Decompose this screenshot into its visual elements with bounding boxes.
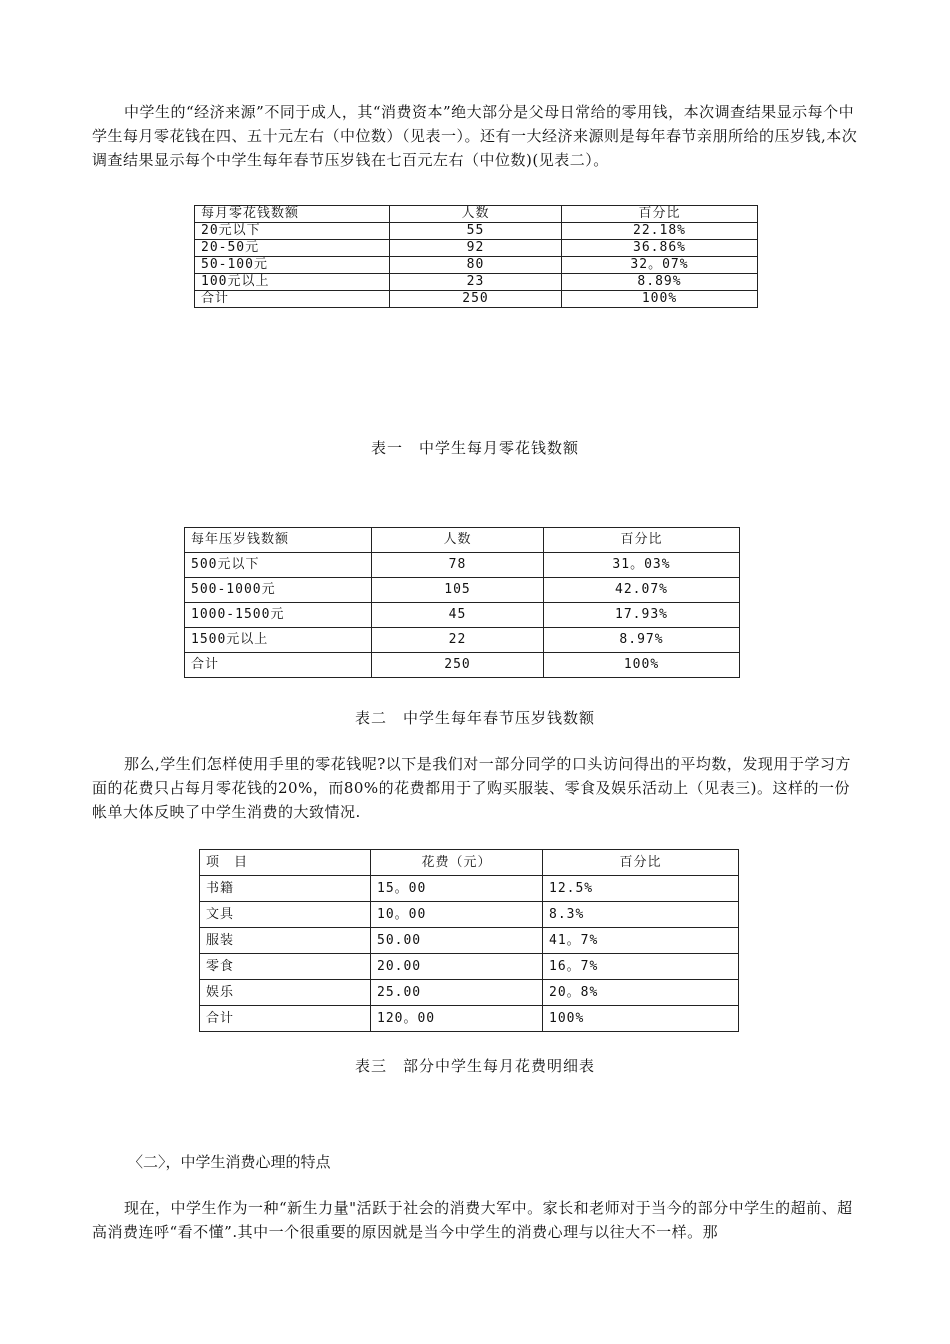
table-cell: 55 [390,223,562,240]
table-cell: 8.97% [544,628,740,653]
table-row [185,578,740,603]
table-cell: 100元以上 [195,274,390,291]
table-cell: 25.00 [371,980,543,1006]
table-cell: 80 [390,257,562,274]
table-cell: 41。7% [543,928,739,954]
table-cell: 250 [372,653,544,678]
table-cell: 120。00 [371,1006,543,1032]
table-cell: 合计 [200,1006,371,1032]
table-cell: 20元以下 [195,223,390,240]
column-header: 百分比 [543,850,739,876]
table-cell: 1000-1500元 [185,603,372,628]
table-cell: 合计 [195,291,390,308]
column-header: 人数 [372,528,544,553]
table-row [185,628,740,653]
table-row [200,928,739,954]
table-cell: 16。7% [543,954,739,980]
table-cell: 15。00 [371,876,543,902]
table-cell: 50.00 [371,928,543,954]
table-row [195,240,758,257]
table1-caption: 表一 中学生每月零花钱数额 [370,439,579,457]
table-cell: 78 [372,553,544,578]
table-cell: 100% [543,1006,739,1032]
table-row [195,274,758,291]
table-cell: 20.00 [371,954,543,980]
table-cell: 12.5% [543,876,739,902]
spending-paragraph: 那么,学生们怎样使用手里的零花钱呢?以下是我们对一部分同学的口头访问得出的平均数，发现用于学习方面的花费只占每月零花钱的20%，而80%的花费都用于了购买服装、零食及娱乐活动上（见表三)。这样的一份帐单大体反映了中学生消费的大致情况. [92,755,851,821]
table-header-row [200,850,739,876]
table-row [200,980,739,1006]
column-header: 每月零花钱数额 [195,206,390,223]
table-cell: 32。07% [562,257,758,274]
table-cell: 500-1000元 [185,578,372,603]
table-cell: 10。00 [371,902,543,928]
table-cell: 服装 [200,928,371,954]
column-header: 百分比 [544,528,740,553]
monthly-allowance-table [194,205,758,308]
table-row [200,902,739,928]
column-header: 人数 [390,206,562,223]
table-row [195,223,758,240]
table-cell: 36.86% [562,240,758,257]
column-header: 百分比 [562,206,758,223]
consumer-psychology-paragraph: 现在，中学生作为一种“新生力量"活跃于社会的消费大军中。家长和老师对于当今的部分中学生的超前、超高消费连呼“看不懂”.其中一个很重要的原因就是当今中学生的消费心理与以往大不一样。那 [92,1199,853,1241]
table-cell: 20-50元 [195,240,390,257]
table-cell: 500元以下 [185,553,372,578]
table-row [200,876,739,902]
table-header-row [185,528,740,553]
table3-caption: 表三 部分中学生每月花费明细表 [354,1057,595,1075]
monthly-spending-table [199,849,739,1032]
table-row [195,257,758,274]
table-cell: 100% [544,653,740,678]
section-heading: 〈二〉，中学生消费心理的特点 [128,1153,331,1171]
table-total-row [200,1006,739,1032]
table-cell: 8.89% [562,274,758,291]
table-cell: 31。03% [544,553,740,578]
table-cell: 23 [390,274,562,291]
table-cell: 1500元以上 [185,628,372,653]
table-cell: 92 [390,240,562,257]
table-cell: 娱乐 [200,980,371,1006]
table-cell: 250 [390,291,562,308]
column-header: 项 目 [200,850,371,876]
table-cell: 22.18% [562,223,758,240]
table-cell: 100% [562,291,758,308]
table-cell: 文具 [200,902,371,928]
table-cell: 22 [372,628,544,653]
table-cell: 17.93% [544,603,740,628]
table-row [200,954,739,980]
table-total-row [185,653,740,678]
column-header: 每年压岁钱数额 [185,528,372,553]
table-cell: 105 [372,578,544,603]
table-cell: 合计 [185,653,372,678]
table-cell: 零食 [200,954,371,980]
table-row [185,603,740,628]
table-cell: 50-100元 [195,257,390,274]
new-year-money-table [184,527,740,678]
table-cell: 8.3% [543,902,739,928]
table-row [185,553,740,578]
table-cell: 书籍 [200,876,371,902]
table-cell: 45 [372,603,544,628]
column-header: 花费（元） [371,850,543,876]
table-cell: 42.07% [544,578,740,603]
table-total-row [195,291,758,308]
table2-caption: 表二 中学生每年春节压岁钱数额 [354,709,595,727]
table-header-row [195,206,758,223]
intro-paragraph: 中学生的“经济来源”不同于成人，其“消费资本”绝大部分是父母日常给的零用钱，本次调查结果显示每个中学生每月零花钱在四、五十元左右（中位数）（见表一）。还有一大经济来源则是每年春节亲朋所给的压岁钱,本次调查结果显示每个中学生每年春节压岁钱在七百元左右（中位数)(见表二）。 [92,103,858,169]
table-cell: 20。8% [543,980,739,1006]
